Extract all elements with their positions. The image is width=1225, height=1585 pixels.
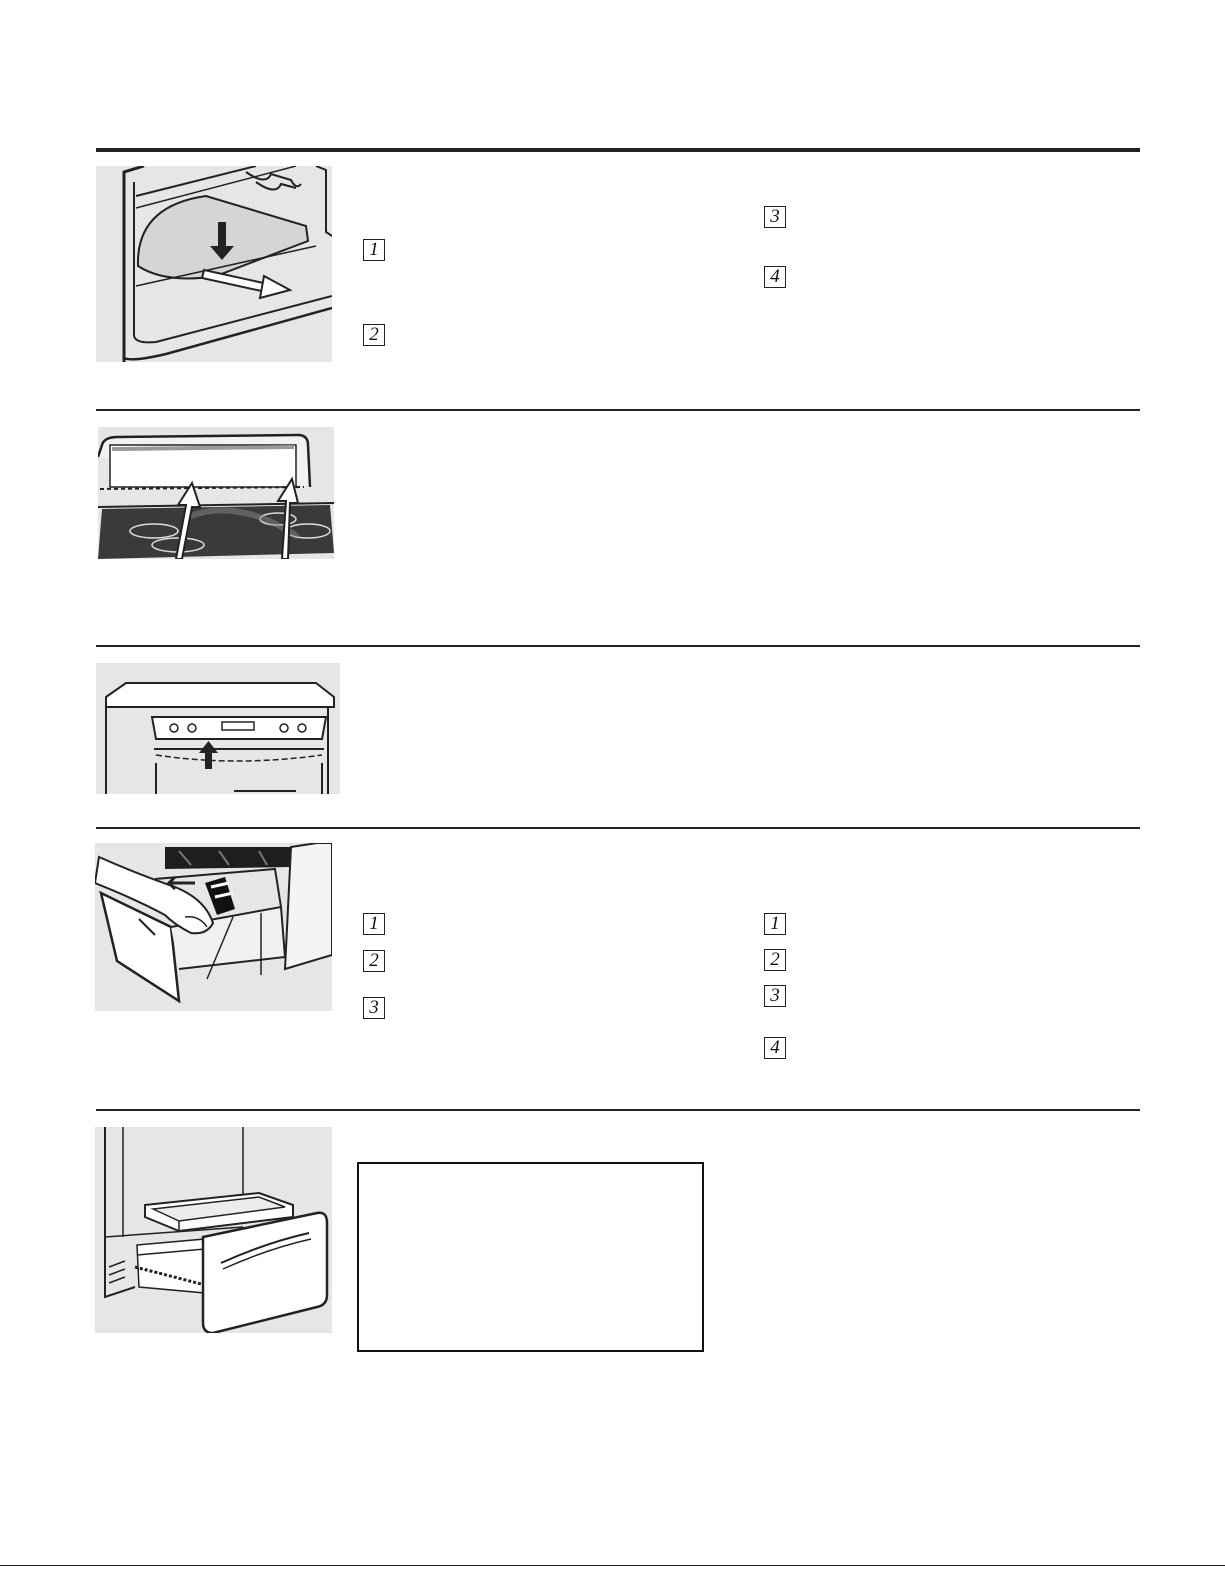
step-number-1: 1: [363, 913, 385, 935]
arrow-icon: [169, 877, 195, 889]
step-number-2: 2: [363, 950, 385, 972]
note-box: [357, 1162, 704, 1352]
step-number-2: 2: [764, 949, 786, 971]
warming-drawer-illustration: [95, 1127, 332, 1333]
drawer-removal-illustration: [95, 843, 332, 1011]
cooktop-illustration: [98, 427, 334, 559]
step-number-4: 4: [764, 1037, 786, 1059]
step-number-1: 1: [764, 913, 786, 935]
step-number-3: 3: [363, 997, 385, 1019]
section-divider: [96, 409, 1140, 411]
page-bottom-rule: [0, 1565, 1225, 1566]
step-number-3: 3: [764, 206, 786, 228]
arrow-icon: [199, 741, 218, 769]
oven-bottom-illustration: [96, 166, 332, 362]
section-divider-top: [96, 148, 1140, 152]
step-number-2: 2: [363, 324, 385, 346]
section-divider: [96, 827, 1140, 829]
control-panel-illustration: [96, 663, 340, 794]
arrow-icon: [202, 270, 290, 298]
step-number-1: 1: [363, 239, 385, 261]
step-number-3: 3: [764, 985, 786, 1007]
section-divider: [96, 645, 1140, 647]
section-divider: [96, 1109, 1140, 1111]
step-number-4: 4: [764, 266, 786, 288]
